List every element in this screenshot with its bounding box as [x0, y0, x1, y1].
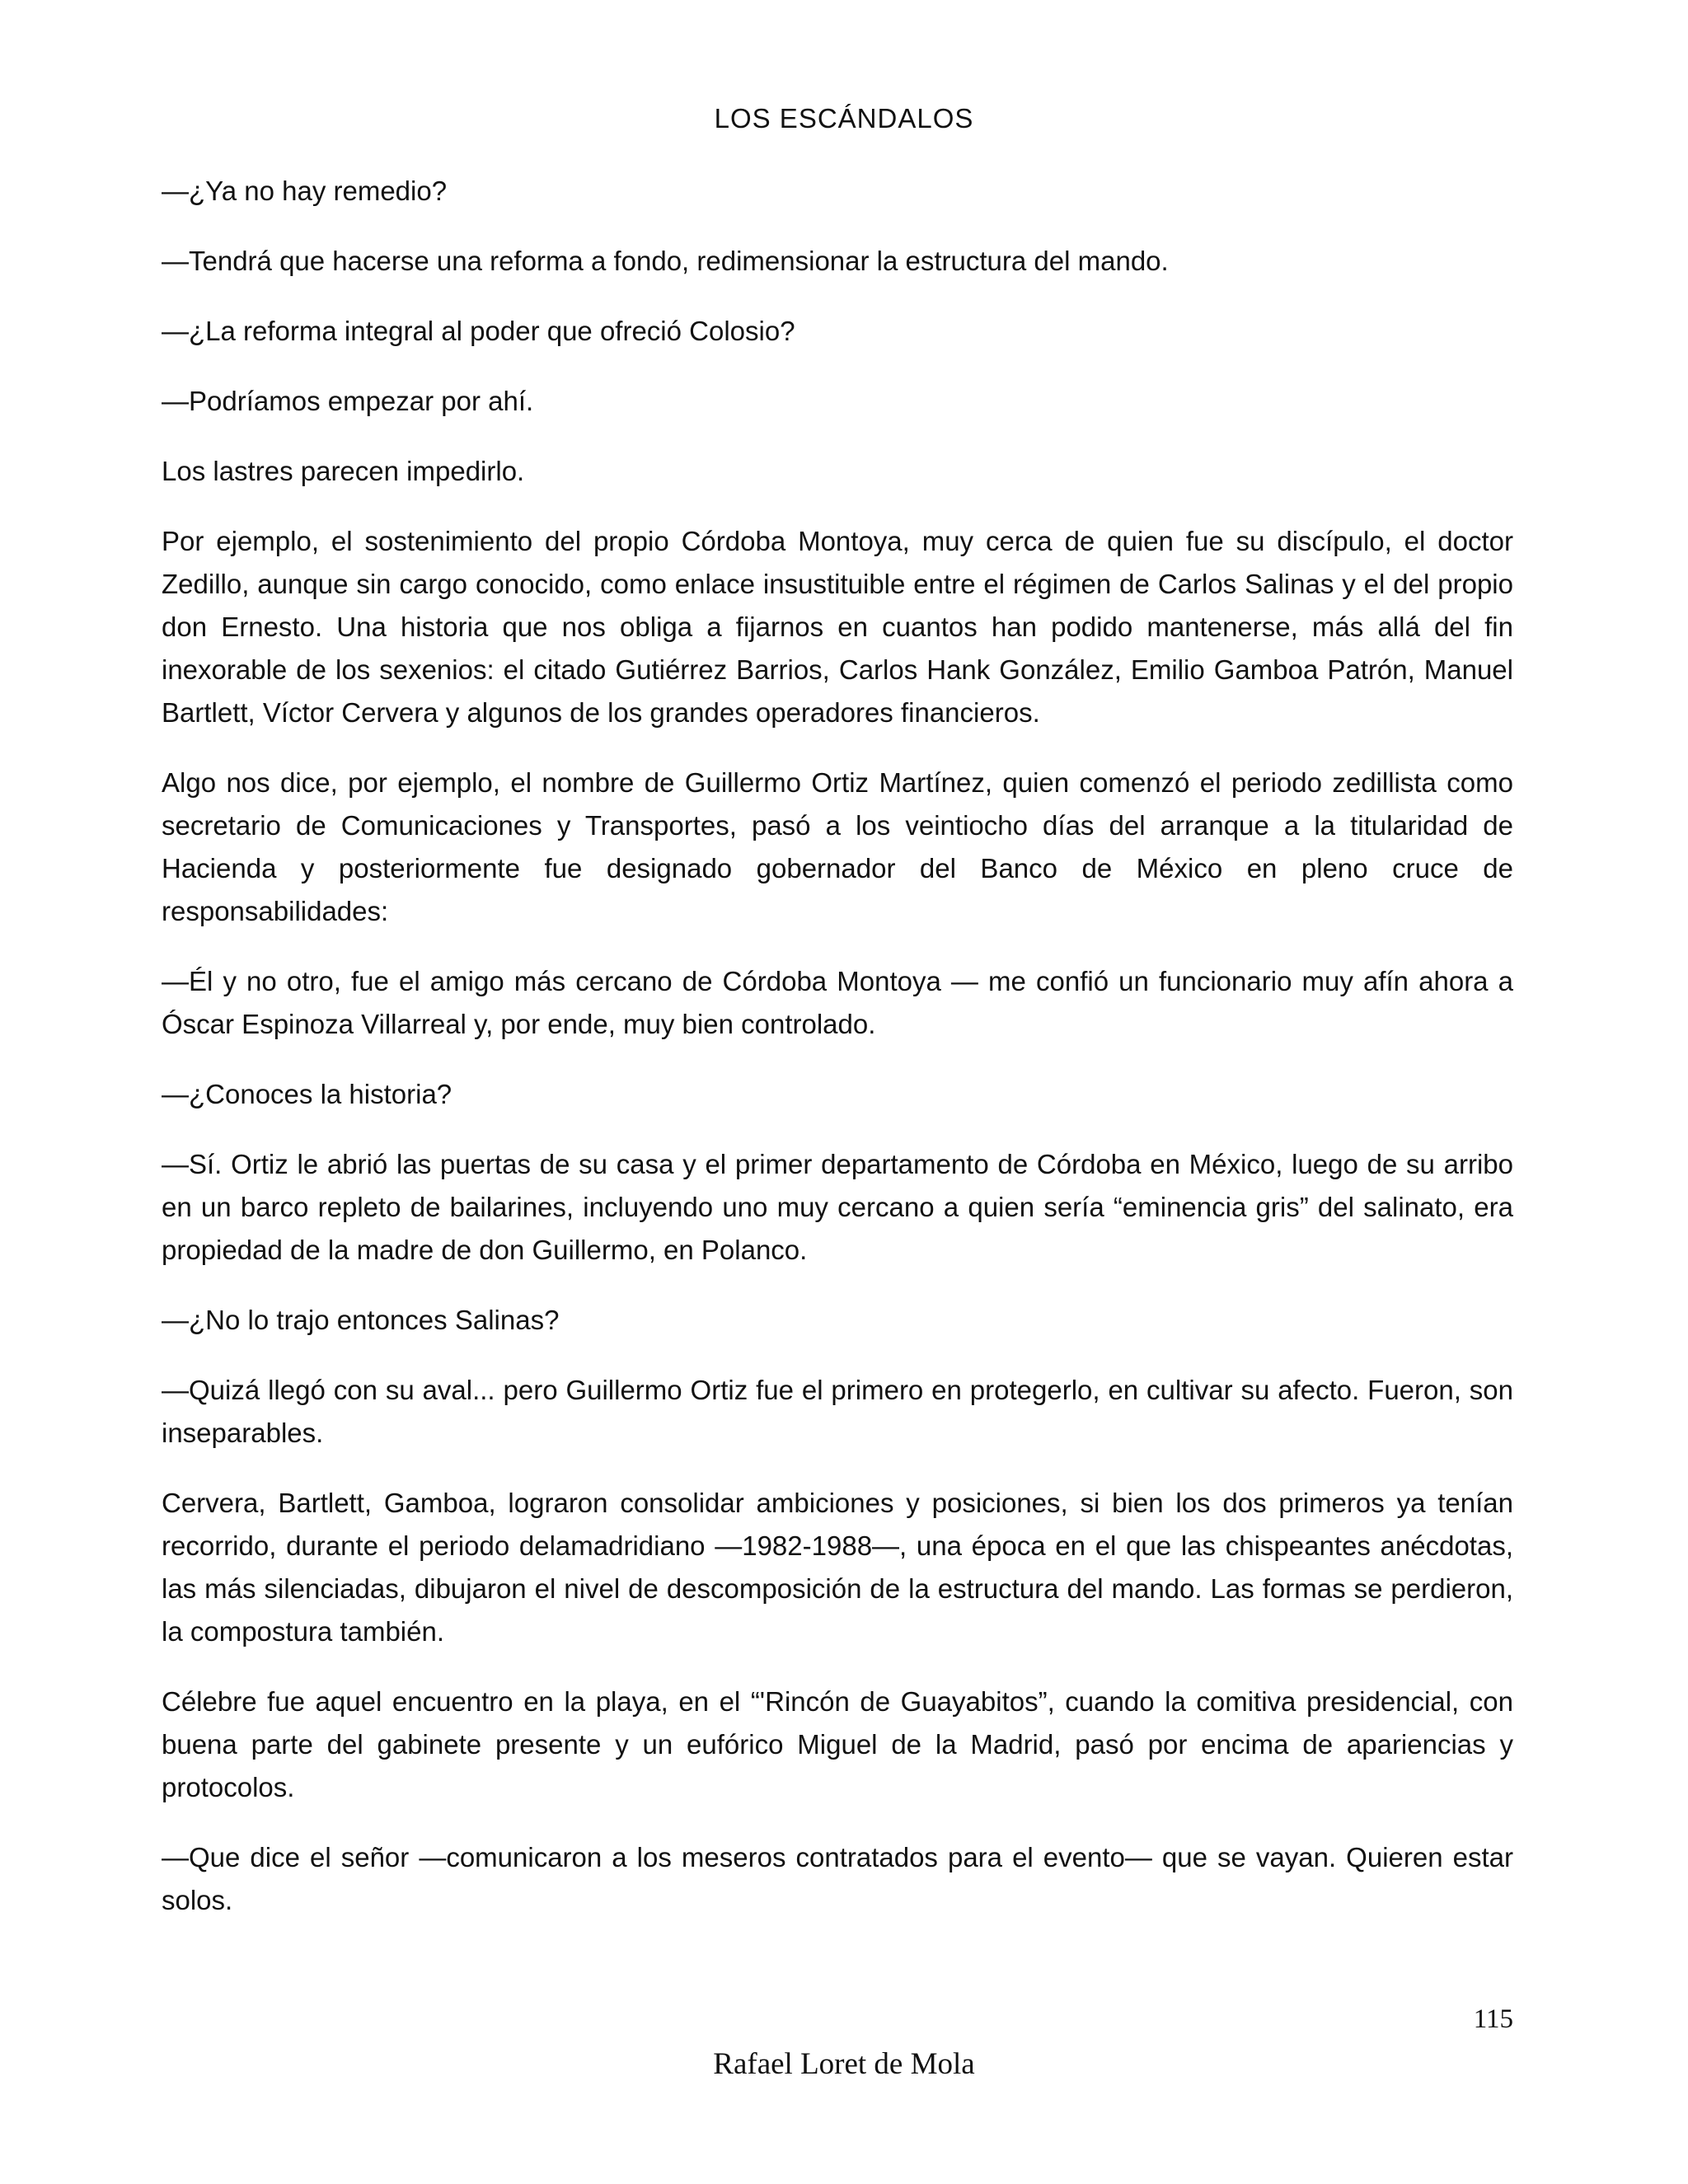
page-number: 115 [1473, 2004, 1513, 2034]
body-text [162, 170, 1513, 1949]
paragraph: Cervera, Bartlett, Gamboa, lograron consolidar ambiciones y posiciones, si bien los dos primeros ya tenían recorrido, durante el periodo delamadridiano —1982-1988—, una época en el que las chispeantes anécdotas, las más silenciadas, dibujaron el nivel de descomposición de la estructura del mando. Las formas se perdieron, la compostura también. [162, 1488, 1513, 1647]
paragraph: —¿Ya no hay remedio? [162, 176, 448, 206]
paragraph: —¿No lo trajo entonces Salinas? [162, 1305, 560, 1335]
paragraph: —Él y no otro, fue el amigo más cercano de Córdoba Montoya — me confió un funcionario muy afín ahora a Óscar Espinoza Villarreal y, por ende, muy bien controlado. [162, 966, 1513, 1039]
paragraph: —Podríamos empezar por ahí. [162, 386, 534, 416]
paragraph: —Tendrá que hacerse una reforma a fondo, redimensionar la estructura del mando. [162, 246, 1169, 276]
running-footer-author: Rafael Loret de Mola [713, 2047, 975, 2081]
paragraph: —Que dice el señor —comunicaron a los meseros contratados para el evento— que se vayan. Quieren estar solos. [162, 1842, 1513, 1915]
paragraph: Célebre fue aquel encuentro en la playa, en el “'Rincón de Guayabitos”, cuando la comitiva presidencial, con buena parte del gabinete presente y un eufórico Miguel de la Madrid, pasó por encima de apariencias y protocolos. [162, 1686, 1513, 1802]
paragraph: Por ejemplo, el sostenimiento del propio Córdoba Montoya, muy cerca de quien fue su discípulo, el doctor Zedillo, aunque sin cargo conocido, como enlace insustituible entre el régimen de Carlos Salinas y el del propio don Ernesto. Una historia que nos obliga a fijarnos en cuantos han podido mantenerse, más allá del fin inexorable de los sexenios: el citado Gutiérrez Barrios, Carlos Hank González, Emilio Gamboa Patrón, Manuel Bartlett, Víctor Cervera y algunos de los grandes operadores financieros. [162, 526, 1513, 728]
paragraph: Algo nos dice, por ejemplo, el nombre de Guillermo Ortiz Martínez, quien comenzó el periodo zedillista como secretario de Comunicaciones y Transportes, pasó a los veintiocho días del arranque a la titularidad de Hacienda y posteriormente fue designado gobernador del Banco de México en pleno cruce de responsabilidades: [162, 767, 1513, 926]
paragraph: —¿La reforma integral al poder que ofreció Colosio? [162, 316, 795, 346]
paragraph: —Quizá llegó con su aval... pero Guillermo Ortiz fue el primero en protegerlo, en cultivar su afecto. Fueron, son inseparables. [162, 1375, 1513, 1448]
running-header: LOS ESCÁNDALOS [714, 103, 974, 134]
paragraph: —¿Conoces la historia? [162, 1079, 452, 1109]
paragraph: Los lastres parecen impedirlo. [162, 456, 525, 486]
paragraph: —Sí. Ortiz le abrió las puertas de su casa y el primer departamento de Córdoba en México, luego de su arribo en un barco repleto de bailarines, incluyendo uno muy cercano a quien sería “eminencia gris” del salinato, era propiedad de la madre de don Guillermo, en Polanco. [162, 1149, 1513, 1265]
